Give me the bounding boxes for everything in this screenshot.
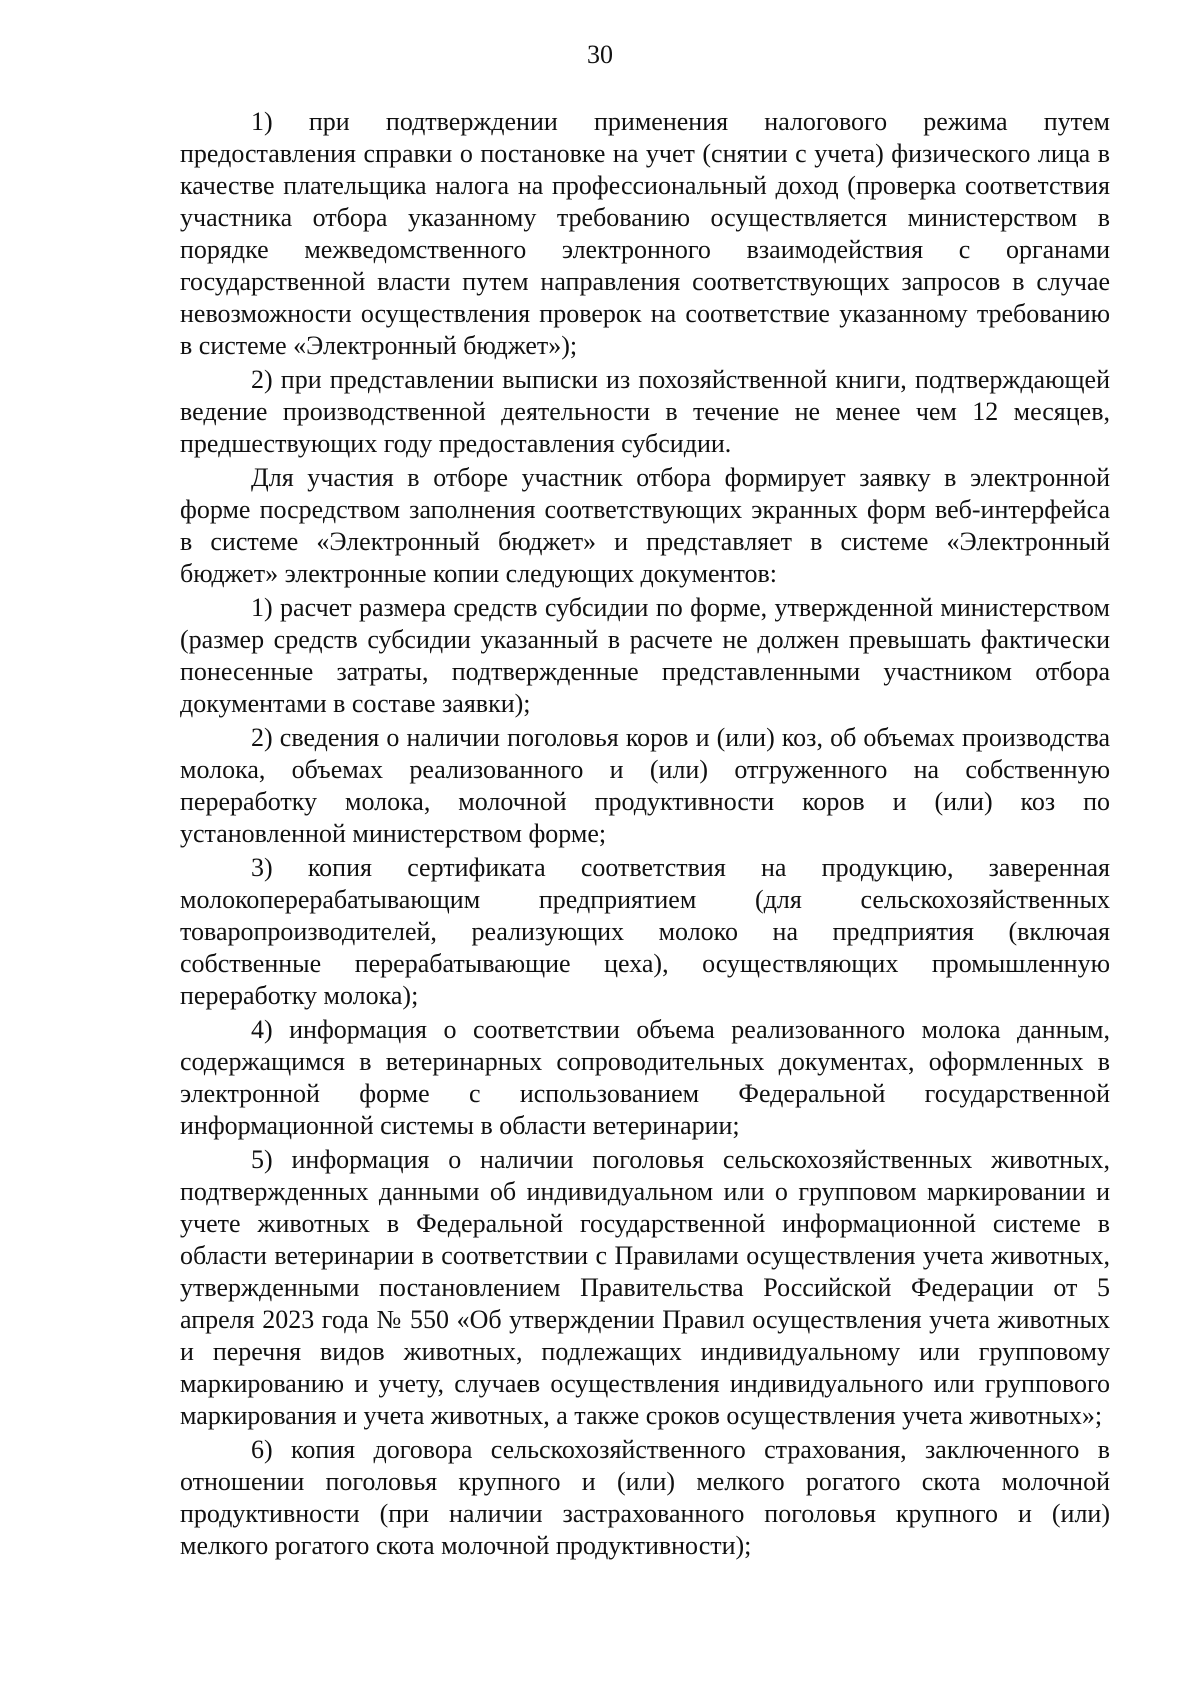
paragraph-subsidy-calculation: 1) расчет размера средств субсидии по форме, утвержденной министерством (размер средств субсидии указанный в расчете не должен превышать фактически понесенные затраты, подтвержденные представленными участником отбора документами в составе заявки); — [180, 593, 1110, 718]
paragraph-application-submission: Для участия в отборе участник отбора формирует заявку в электронной форме посредством заполнения соответствующих экранных форм веб-интерфейса в системе «Электронный бюджет» и представляет в системе «Электронный бюджет» электронные копии следующих документов: — [180, 463, 1110, 588]
paragraph-veterinary-documents: 4) информация о соответствии объема реализованного молока данным, содержащимся в ветеринарных сопроводительных документах, оформленных в электронной форме с использованием Федеральной государственной информационной системы в области ветеринарии; — [180, 1015, 1110, 1140]
paragraph-household-book-extract: 2) при представлении выписки из похозяйственной книги, подтверждающей ведение производственной деятельности в течение не менее чем 12 месяцев, предшествующих году предоставления субсидии. — [180, 365, 1110, 458]
paragraph-insurance-contract: 6) копия договора сельскохозяйственного страхования, заключенного в отношении поголовья крупного и (или) мелкого рогатого скота молочной продуктивности (при наличии застрахованного поголовья крупного и (или) мелкого рогатого скота молочной продуктивности); — [180, 1435, 1110, 1560]
page-number: 30 — [587, 40, 613, 69]
paragraph-animal-registration: 5) информация о наличии поголовья сельскохозяйственных животных, подтвержденных данными об индивидуальном или о групповом маркировании и учете животных в Федеральной государственной информационной системе в области ветеринарии в соответствии с Правилами осуществления учета животных, утвержденными постановлением Правительства Российской Федерации от 5 апреля 2023 года № 550 «Об утверждении Правил осуществления учета животных и перечня видов животных, подлежащих индивидуальному или групповому маркированию и учету, случаев осуществления индивидуального или группового маркирования и учета животных, а также сроков осуществления учета животных»; — [180, 1145, 1110, 1430]
paragraph-livestock-milk-info: 2) сведения о наличии поголовья коров и (или) коз, об объемах производства молока, объемах реализованного и (или) отгруженного на собственную переработку молока, молочной продуктивности коров и (или) коз по установленной министерством форме; — [180, 723, 1110, 848]
document-body — [180, 106, 1110, 1564]
paragraph-tax-regime-certificate: 1) при подтверждении применения налогового режима путем предоставления справки о постановке на учет (снятии с учета) физического лица в качестве плательщика налога на профессиональный доход (проверка соответствия участника отбора указанному требованию осуществляется министерством в порядке межведомственного электронного взаимодействия с органами государственной власти путем направления соответствующих запросов в случае невозможности осуществления проверок на соответствие указанному требованию в системе «Электронный бюджет»); — [180, 107, 1110, 360]
paragraph-conformity-certificate: 3) копия сертификата соответствия на продукцию, заверенная молокоперерабатывающим предприятием (для сельскохозяйственных товаропроизводителей, реализующих молоко на предприятия (включая собственные перерабатывающие цеха), осуществляющих промышленную переработку молока); — [180, 853, 1110, 1010]
